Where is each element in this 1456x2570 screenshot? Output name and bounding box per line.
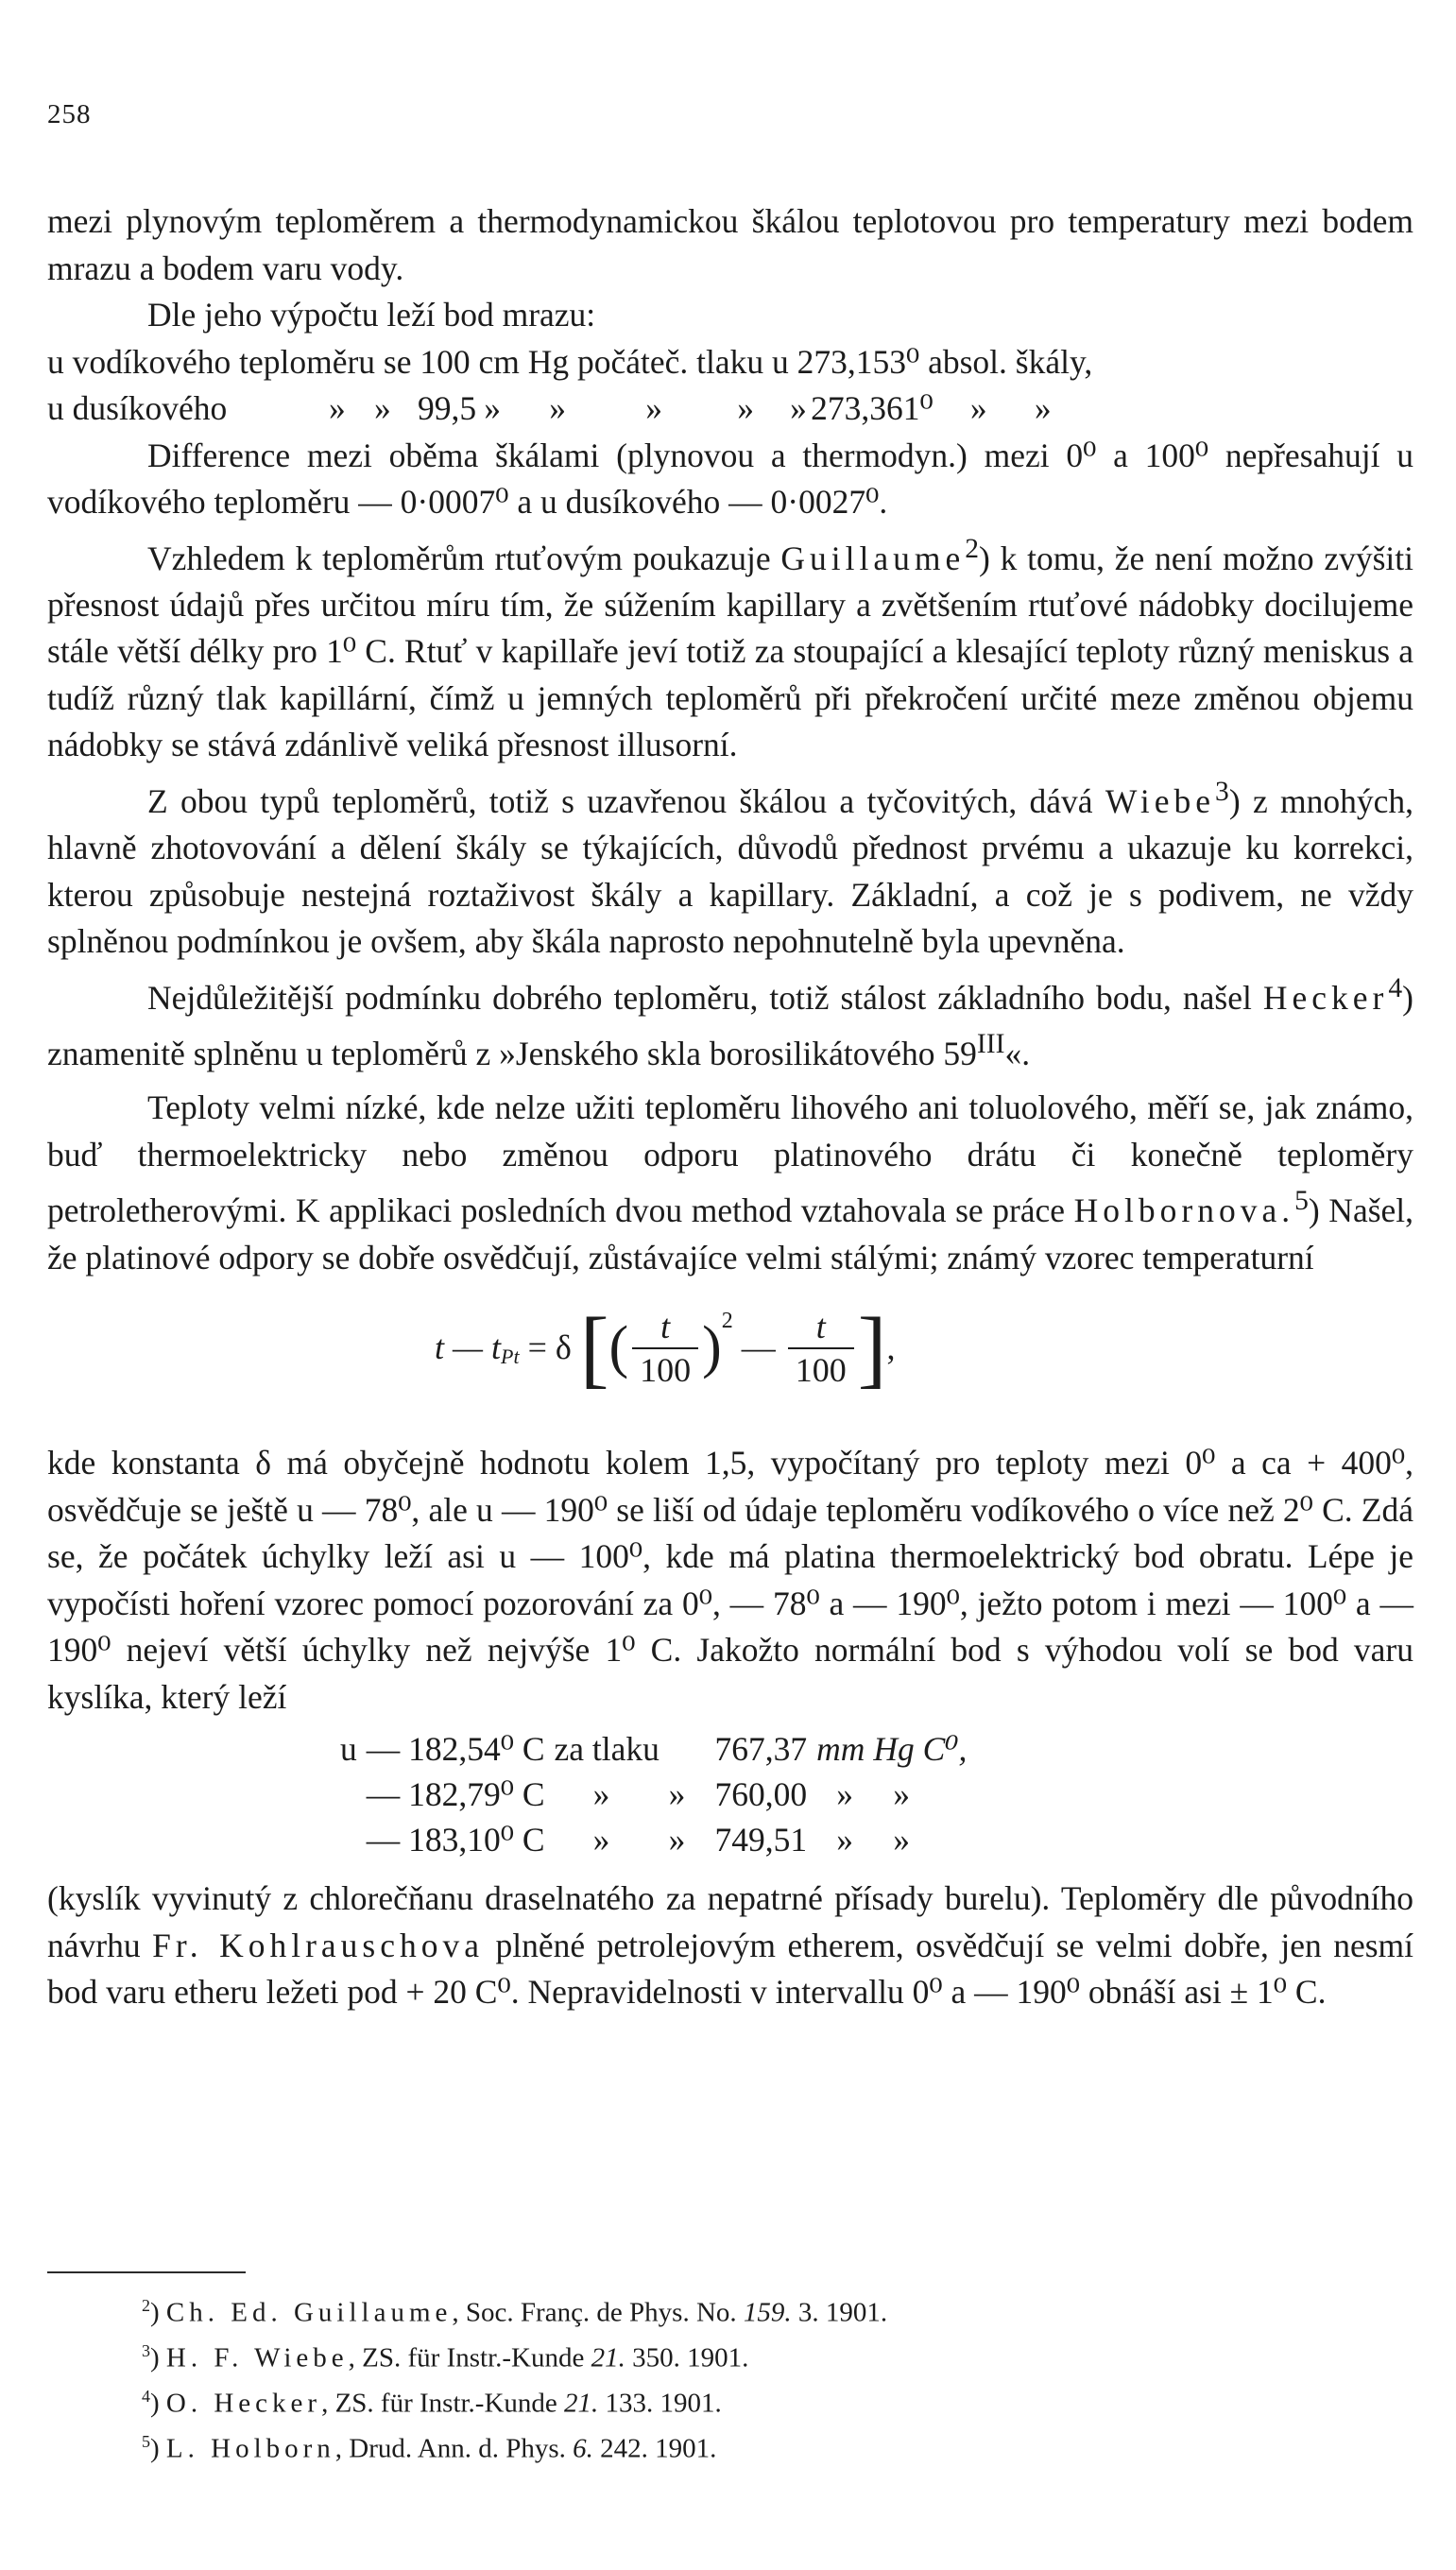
- formula-minus: —: [741, 1328, 776, 1367]
- body-text: [47, 198, 1413, 2016]
- footnote-ref: 4: [1388, 972, 1403, 1003]
- author-name: Fr. Kohlrauschova: [152, 1926, 485, 1964]
- formula-lhs: t — t: [435, 1328, 502, 1367]
- footnote-author: H. F. Wiebe: [165, 2342, 349, 2373]
- footnote-number: 4: [142, 2387, 150, 2407]
- text-span: ) z mnohých, hlavně zhotovování a dělení škály se týkajících, důvodů přednost prvému a ukazuje ku korrekci, kterou způsobuje nestejná roztaživost škály a kapillary. Základní, a což je s podivem, ne vždy splněnou podmínkou je ovšem, aby škála naprosto nepohnutelně byla upevněna.: [47, 781, 1414, 961]
- text-span: «.: [1004, 1034, 1031, 1072]
- fraction: [788, 1306, 854, 1391]
- paragraph-intro: mezi plynovým teploměrem a thermodynamickou škálou teplotovou pro temperatury mezi bodem mrazu a bodem varu vody.: [47, 202, 1413, 287]
- ditto-cell: [555, 1817, 715, 1862]
- footnote-text: , ZS. für Instr.-Kunde: [348, 2342, 585, 2373]
- footnote-number: 2: [142, 2296, 150, 2315]
- footnote-volume: 159.: [743, 2297, 792, 2328]
- footnote-text: , Soc. Franç. de Phys. No.: [452, 2297, 737, 2328]
- page-number: 258: [47, 99, 92, 129]
- formula-equals: = δ: [527, 1328, 572, 1367]
- footnote-volume: 21.: [564, 2388, 599, 2419]
- fraction-numerator: t: [788, 1306, 854, 1349]
- footnote-volume: 6.: [573, 2434, 593, 2465]
- paragraph-hecker: [47, 966, 1413, 1078]
- text-span: plněné petrolejovým etherem, osvědčují se velmi dobře, jen nesmí bod varu etheru ležeti pod + 20 C⁰. Nepravidelnosti v intervallu 0⁰ a — 190⁰ obnáší asi ± 1⁰ C.: [47, 1926, 1414, 2012]
- formula-subscript: Pt: [501, 1345, 520, 1369]
- close-bracket: ]: [857, 1299, 887, 1396]
- footnote-author: O. Hecker: [165, 2388, 322, 2419]
- ditto-mark: »: [374, 389, 391, 427]
- author-name: Holbornova.: [1073, 1191, 1295, 1230]
- text-span: ) k tomu, že není možno zvýšiti přesnost údajů přes určitou míru tím, že súžením kapillary a zvětšením rtuťové nádobky docilujeme stále větší délky pro 1⁰ C. Rtuť v kapillaře jeví totiž za stoupající a klesající teploty různý meniskus a tudíž různý tlak kapillární, čímž u jemných teploměrů při překročení určité meze změnou objemu nádobky se stává zdánlivě veliká přesnost illusorní.: [47, 539, 1414, 764]
- text-span: ) Našel, že platinové odpory se dobře osvědčují, zůstávajíce velmi stálými; známý vzorec temperaturní: [47, 1191, 1414, 1276]
- formula-body: [435, 1298, 895, 1396]
- hydrogen-line: u vodíkového teploměru se 100 cm Hg počáteč. tlaku u 273,153⁰ absol. škály,: [47, 342, 1093, 381]
- ditto-cell: [816, 1817, 976, 1862]
- footnote-number: 3: [142, 2341, 150, 2361]
- ditto-mark: »: [836, 1775, 854, 1814]
- close-paren: ): [702, 1315, 722, 1380]
- open-paren: (: [608, 1315, 629, 1380]
- footnote-rest: 350. 1901.: [632, 2342, 749, 2373]
- table-row: [340, 1726, 976, 1772]
- ditto-mark: »: [737, 389, 754, 427]
- formula-comma: ,: [886, 1328, 896, 1367]
- footnote: $^5$) L. Holborn, Drud. Ann. d. Phys. 6. 242. 1901.: [142, 2432, 717, 2465]
- ditto-mark: »: [893, 1821, 911, 1859]
- text-span: Nejdůležitější podmínku dobrého teploměru, totiž stálost základního bodu, našel: [147, 978, 1252, 1017]
- paragraph-freezing-intro: Dle jeho výpočtu leží bod mrazu:: [147, 296, 596, 334]
- author-name: Wiebe: [1105, 781, 1216, 820]
- ditto-mark: »: [790, 389, 807, 427]
- resistance-formula: [47, 1289, 1413, 1421]
- footnote: $^2$) Ch. Ed. Guillaume, Soc. Franç. de Phys. No. 159. 3. 1901.: [142, 2296, 888, 2328]
- text-span: (kyslík vyvinutý z chlorečňanu draselnatého za nepatrné přísady burelu). Teploměry dle původního návrhu: [47, 1879, 1413, 1964]
- square-exponent: 2: [721, 1309, 733, 1334]
- footnote-rest: 3. 1901.: [797, 2297, 888, 2328]
- ditto-cell: [555, 1772, 715, 1817]
- fraction-denominator: 100: [640, 1350, 692, 1389]
- pressure-cell: 760,00: [714, 1775, 808, 1814]
- paragraph-wiebe: [47, 769, 1413, 966]
- nitrogen-label: u dusíkového: [47, 389, 228, 427]
- footnotes: [142, 2287, 1276, 2469]
- nitrogen-line: [47, 386, 1413, 433]
- ditto-mark: »: [484, 389, 501, 427]
- footnote-rest: 133. 1901.: [605, 2388, 722, 2419]
- table-row: [340, 1817, 976, 1862]
- pressure-cell: 749,51: [714, 1821, 808, 1859]
- text-span: ) znamenitě splněnu u teploměrů z »Jenského skla borosilikátového 59: [47, 978, 1413, 1072]
- temperature-cell: — 182,54⁰ C: [366, 1730, 545, 1769]
- table-row: [340, 1772, 976, 1817]
- paragraph-difference: Difference mezi oběma škálami (plynovou a thermodyn.) mezi 0⁰ a 100⁰ nepřesahují u vodíkového teploměru — 0·0007⁰ a u dusíkového — 0·0027⁰.: [47, 436, 1413, 521]
- ditto-mark: »: [592, 1821, 610, 1859]
- author-name: Guillaume: [780, 539, 966, 577]
- fraction: [632, 1306, 698, 1391]
- ditto-mark: »: [645, 389, 662, 427]
- ditto-mark: »: [969, 389, 987, 427]
- footnote: $^3$) H. F. Wiebe, ZS. für Instr.-Kunde 21. 350. 1901.: [142, 2341, 749, 2373]
- ditto-mark: »: [836, 1821, 854, 1859]
- footnote-ref: 5: [1294, 1186, 1309, 1217]
- footnote-ref: 2: [965, 533, 980, 564]
- ditto-mark: »: [1034, 389, 1052, 427]
- fraction-numerator: t: [632, 1306, 698, 1349]
- footnote-text: , Drud. Ann. d. Phys.: [334, 2434, 566, 2465]
- paragraph-konstanta: kde konstanta δ má obyčejně hodnotu kolem 1,5, vypočítaný pro teploty mezi 0⁰ a ca + 400⁰, osvědčuje se ještě u — 78⁰, ale u — 190⁰ se liší od údaje teploměru vodíkového o více než 2⁰ C. Zdá se, že počátek úchylky leží asi u — 100⁰, kde má platina thermoelektrický bod obratu. Lépe je vypočísti hoření vzorec pomocí pozorování za 0⁰, — 78⁰ a — 190⁰, ježto potom i mezi — 100⁰ a — 190⁰ nejeví větší úchylky než nejvýše 1⁰ C. Jakožto normální bod s výhodou volí se bod varu kyslíka, který leží: [47, 1444, 1413, 1716]
- pressure-cell: 767,37: [714, 1730, 808, 1769]
- ditto-mark: »: [592, 1775, 610, 1814]
- footnote-divider: [47, 2271, 246, 2273]
- ditto-mark: »: [329, 389, 346, 427]
- text-span: Z obou typů teploměrů, totiž s uzavřenou škálou a tyčovitých, dává: [147, 781, 1093, 820]
- footnote-text: , ZS. für Instr.-Kunde: [321, 2388, 557, 2419]
- paragraph-guillaume: [47, 526, 1413, 769]
- ditto-cell: [816, 1772, 976, 1817]
- nitrogen-pressure: 99,5: [418, 389, 477, 427]
- temperature-cell: — 183,10⁰ C: [366, 1821, 545, 1859]
- open-bracket: [: [579, 1299, 609, 1396]
- superscript: III: [976, 1028, 1005, 1059]
- word-cell: za tlaku: [554, 1730, 659, 1769]
- footnote-number: 5: [142, 2432, 150, 2452]
- paragraph-kohlrausch: [47, 1876, 1413, 2016]
- footnote-rest: 242. 1901.: [600, 2434, 717, 2465]
- temperature-cell: — 182,79⁰ C: [366, 1775, 545, 1814]
- ditto-mark: »: [549, 389, 566, 427]
- prefix-cell: u: [340, 1730, 357, 1769]
- footnote-author: Ch. Ed. Guillaume: [165, 2297, 453, 2328]
- ditto-mark: »: [668, 1821, 686, 1859]
- text-span: Teploty velmi nízké, kde nelze užiti teploměru lihového ani toluolového, měří se, jak známo, buď thermoelektricky nebo změnou odporu platinového drátu či konečně teploměry petroletherovými. K applikaci posledních dvou method vztahovala se práce: [47, 1088, 1413, 1230]
- nitrogen-value: 273,361⁰: [811, 389, 934, 427]
- ditto-mark: »: [893, 1775, 911, 1814]
- paragraph-holborn: [47, 1085, 1413, 1281]
- author-name: Hecker: [1262, 978, 1389, 1017]
- footnote-volume: 21.: [591, 2342, 625, 2373]
- oxygen-boiling-table: [340, 1726, 976, 1862]
- fraction-denominator: 100: [795, 1350, 847, 1389]
- text-span: Vzhledem k teploměrům rtuťovým poukazuje: [147, 539, 771, 577]
- footnote: $^4$) O. Hecker, ZS. für Instr.-Kunde 21. 133. 1901.: [142, 2387, 722, 2419]
- ditto-mark: »: [668, 1775, 686, 1814]
- freezing-point-lines: [47, 339, 1413, 433]
- unit-cell: mm Hg C⁰,: [816, 1730, 968, 1769]
- footnote-author: L. Holborn: [165, 2434, 335, 2465]
- footnote-ref: 3: [1215, 776, 1229, 807]
